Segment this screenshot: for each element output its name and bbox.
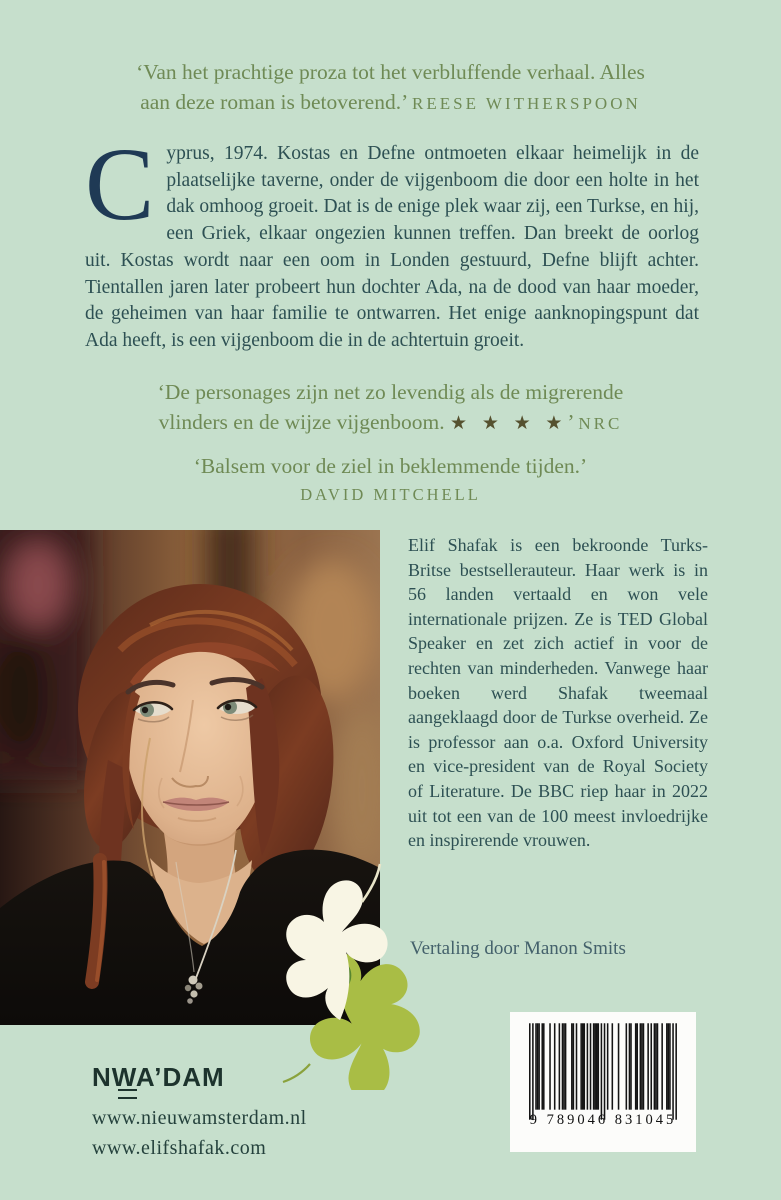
quote-attribution: DAVID MITCHELL [300, 485, 481, 504]
quote-witherspoon [70, 57, 711, 119]
quote-line: ‘Balsem voor de ziel in beklemmende tijden.’ [193, 454, 588, 478]
publisher-website-1: www.nieuwamsterdam.nl [92, 1107, 307, 1129]
quote-line: vlinders en de wijze vijgenboom. ★ ★ ★ ★’ NRC [158, 410, 623, 434]
quote-line: ‘De personages zijn net zo levendig als de migrerende [157, 380, 624, 404]
barcode-bars [529, 1023, 677, 1120]
synopsis-text: yprus, 1974. Kostas en Defne ontmoeten elkaar heimelijk in de plaatselijke taverne, onder de vijgenboom die door een holte in het dak omhoog groeit. Dat is de enige plek waar zij, een Turkse, en hij, een Griek, elkaar ongezien kunnen treffen. Dan breekt de oorlog uit. Kostas wordt naar een oom in Londen gestuurd, Defne blijft achter. Tientallen jaren later probeert hun dochter Ada, na de dood van haar moeder, de geheimen van haar familie te ontwarren. Het enige aanknopingspunt dat Ada heeft, is een vijgenboom die in de achtertuin groeit. [85, 143, 699, 351]
translation-credit: Vertaling door Manon Smits [410, 938, 626, 959]
star-rating: ★ ★ ★ ★ [450, 413, 568, 434]
quote-line: ‘Van het prachtige proza tot het verbluffende verhaal. Alles [136, 60, 645, 84]
quote-nrc [70, 377, 711, 439]
barcode-digits: 9 789046 831045 [529, 1112, 677, 1128]
quote-attribution: REESE WITHERSPOON [412, 94, 641, 113]
synopsis [85, 127, 699, 355]
fig-leaves [278, 826, 430, 1090]
publisher-block [92, 1062, 307, 1163]
synopsis-drop-cap: C [85, 127, 155, 242]
publisher-logo: NWA’DAM [92, 1062, 307, 1093]
author-bio: Elif Shafak is een bekroonde Turks-Britse bestsellerauteur. Haar werk is in 56 landen vertaald en won vele internationale prijzen. Ze is TED Global Speaker en zet zich actief in voor de rechten van minderheden. Vanwege haar boeken werd Shafak tweemaal aangeklaagd door de Turkse overheid. Ze is professor aan o.a. Oxford University en vice-president van de Royal Society of Literature. De BBC riep haar in 2022 uit tot een van de 100 meest invloedrijke en inspirerende vrouwen. [408, 535, 708, 851]
publisher-website-2: www.elifshafak.com [92, 1137, 267, 1159]
quote-line: aan deze roman is betoverend.’ REESE WITHERSPOON [140, 90, 641, 114]
barcode [510, 1012, 696, 1152]
quote-mitchell [70, 451, 711, 505]
logo-underline-mark [118, 1089, 137, 1099]
quote-attribution: NRC [578, 414, 623, 433]
